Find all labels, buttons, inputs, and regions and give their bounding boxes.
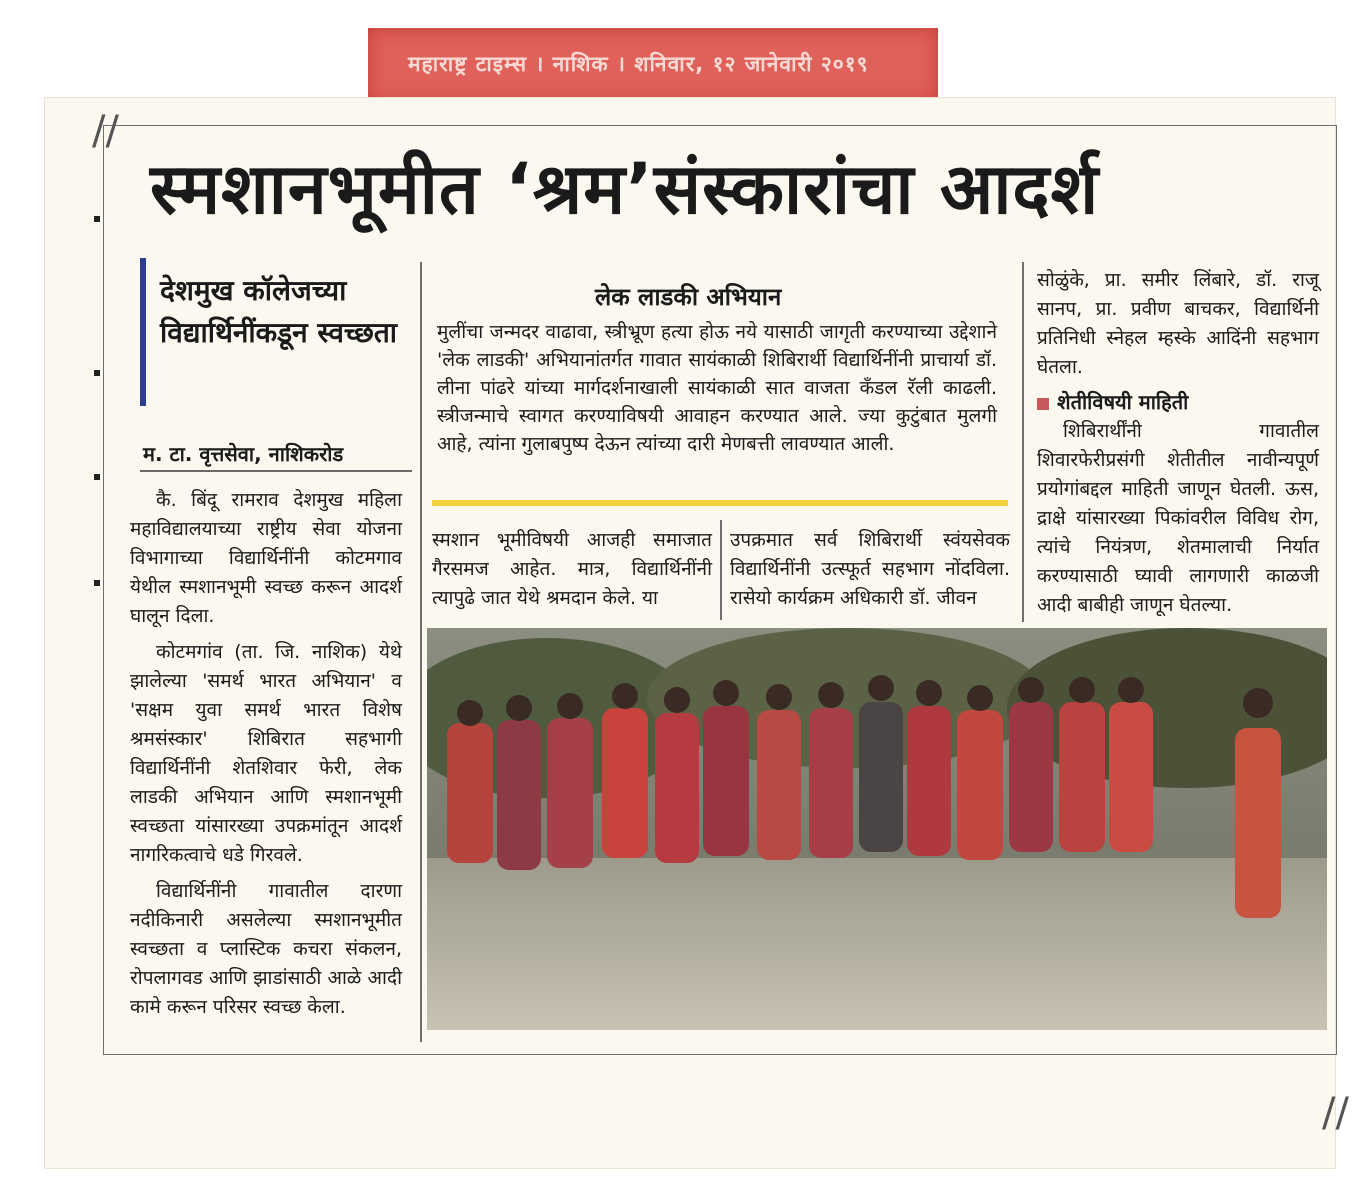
masthead-text: महाराष्ट्र टाइम्स । नाशिक । शनिवार, १२ जानेवारी २०१९ <box>408 52 869 76</box>
scan-mark: // <box>1322 1090 1349 1136</box>
margin-dot <box>94 580 100 586</box>
scan-mark: // <box>92 108 119 154</box>
middle-column-1 <box>432 526 712 613</box>
column-divider <box>420 262 422 1042</box>
lek-ladki-body: मुलींचा जन्मदर वाढावा, स्त्रीभ्रूण हत्या होऊ नये यासाठी जागृती करण्याच्या उद्देशाने 'लेक लाडकी' अभियानांतर्गत गावात सायंकाळी शिबिरार्थी विद्यार्थिनींनी प्राचार्या डॉ. लीना पांढरे यांच्या मार्गदर्शनाखाली सायंकाळी सात वाजता कँडल रॅली काढली. स्त्रीजन्माचे स्वागत करण्याविषयी आवाहन करण्यात आले. ज्या कुटुंबात मुलगी आहे, त्यांना गुलाबपुष्प देऊन त्यांच्या दारी मेणबत्ती लावण्यात आली. <box>437 321 997 455</box>
paragraph: कोटमगांव (ता. जि. नाशिक) येथे झालेल्या 'समर्थ भारत अभियान' व 'सक्षम युवा समर्थ भारत विशेष श्रमसंस्कार' शिबिरात सहभागी विद्यार्थिनींनी शेतशिवार फेरी, लेक लाडकी अभियान आणि स्मशानभूमी स्वच्छता यांसारख्या उपक्रमांतून आदर्श नागरिकत्वाचे धडे गिरवले. <box>130 641 402 866</box>
yellow-rule <box>432 500 1008 506</box>
paragraph: कै. बिंदू रामराव देशमुख महिला महाविद्यालयाच्या राष्ट्रीय सेवा योजना विभागाच्या विद्यार्थिनींनी कोटमगाव येथील स्मशानभूमी स्वच्छ करून आदर्श घालून दिला. <box>130 489 402 627</box>
paragraph: सोळुंके, प्रा. समीर लिंबारे, डॉ. राजू सानप, प्रा. प्रवीण बाचकर, विद्यार्थिनी प्रतिनिधी स्नेहल म्हस्के आदिंनी सहभाग घेतला. <box>1037 269 1319 378</box>
subheadline: देशमुख कॉलेजच्या विद्यार्थिनींकडून स्वच्छता <box>160 274 398 349</box>
section-title: लेक लाडकी अभियान <box>595 283 782 311</box>
byline: म. टा. वृत्तसेवा, नाशिकरोड <box>143 442 344 466</box>
margin-dot <box>94 216 100 222</box>
paragraph: उपक्रमात सर्व शिबिरार्थी स्वंयसेवक विद्यार्थिनींनी उत्स्फूर्त सहभाग नोंदविला. रासेयो कार्यक्रम अधिकारी डॉ. जीवन <box>730 529 1010 609</box>
headline: स्मशानभूमीत ‘श्रम’संस्कारांचा आदर्श <box>150 148 1100 230</box>
column-divider <box>1022 262 1024 622</box>
left-column <box>130 486 402 1029</box>
subsection-title: शेतीविषयी माहिती <box>1057 390 1189 414</box>
photo-illustration <box>427 628 1327 1030</box>
subsection-heading <box>1037 388 1319 417</box>
bullet-icon <box>1037 398 1049 410</box>
right-column <box>1037 266 1319 620</box>
paragraph: विद्यार्थिनींनी गावातील दारणा नदीकिनारी असलेल्या स्मशानभूमीत स्वच्छता व प्लास्टिक कचरा संकलन, रोपलागवड आणि झाडांसाठी आळे आदी कामे करून परिसर स्वच्छ केला. <box>130 880 402 1018</box>
middle-column-2 <box>730 526 1010 613</box>
column-divider <box>720 520 722 620</box>
margin-dot <box>94 474 100 480</box>
divider <box>140 470 412 472</box>
newspaper-masthead <box>368 28 938 102</box>
paragraph: शिबिरार्थींनी गावातील शिवारफेरीप्रसंगी शेतीतील नावीन्यपूर्ण प्रयोगांबद्दल माहिती जाणून घेतली. ऊस, द्राक्षे यांसारख्या पिकांवरील विविध रोग, त्यांचे नियंत्रण, शेतमालाची निर्यात करण्यासाठी घ्यावी लागणारी काळजी आदी बाबीही जाणून घेतल्या. <box>1037 420 1319 616</box>
margin-dot <box>94 370 100 376</box>
group-photo <box>427 628 1327 1030</box>
paragraph: स्मशान भूमीविषयी आजही समाजात गैरसमज आहेत. मात्र, विद्यार्थिनींनी त्यापुढे जात येथे श्रमदान केले. या <box>432 529 712 609</box>
